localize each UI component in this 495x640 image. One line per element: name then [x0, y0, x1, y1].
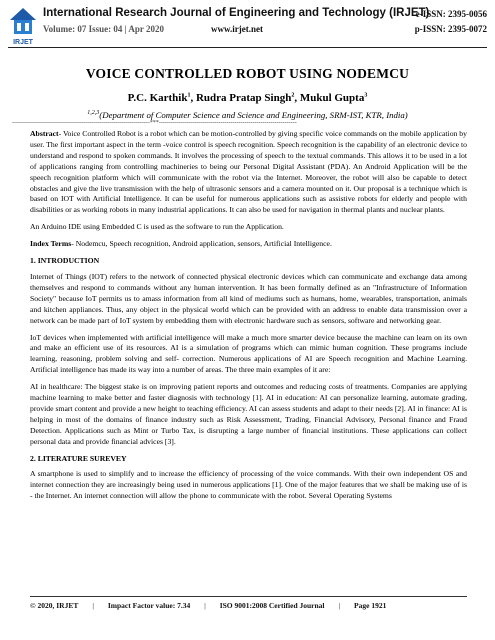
- header-divider: [8, 47, 487, 48]
- irjet-logo: [8, 6, 38, 48]
- literature-paragraph-1: A smartphone is used to simplify and to increase the efficiency of processing of the voice commands. With their own independent OS and internet connection they are increasingly being used in numerous applications [1]. One of the major features that we shall be making use of is - the Internet. An internet connection will allow the phone to communicate with the robot. Several Operating Systems: [30, 469, 467, 501]
- author-name: Mukul Gupta: [299, 92, 365, 104]
- author-sup: 2: [291, 92, 295, 99]
- intro-paragraph-2: IoT devices when implemented with artificial intelligence will make a much more smarter device because the machine can learn on its own and make an efficient use of its resources. AI is a simulation of programs which can mimic human cognition. These programs include learning, reasoning, problem solving and self- correction. Numerous applications of AI are Speech recognition and Machine Learning. Artificial intelligence has made its way into a number of areas. The three main examples of it are:: [30, 332, 467, 375]
- abstract-label: Abstract: [30, 129, 59, 138]
- index-terms-label: Index Terms: [30, 239, 72, 249]
- abstract: [30, 129, 467, 216]
- journal-name: International Research Journal of Engineering and Technology (IRJET): [43, 7, 430, 19]
- e-issn: e-ISSN: 2395-0056: [415, 9, 487, 19]
- affiliation: [0, 110, 495, 120]
- page-footer: [30, 601, 467, 610]
- author-sup: 1: [187, 92, 191, 99]
- section-heading-introduction: 1. INTRODUCTION: [30, 256, 100, 266]
- footer-page-number: Page 1921: [354, 601, 387, 610]
- affiliation-sup: 1,2,3: [87, 110, 100, 117]
- author-list: P.C. Karthik$^1$, Rudra Pratap Singh$^2$, Mukul Gupta$^3$: [127, 92, 368, 104]
- footer-impact-factor: Impact Factor value: 7.34: [107, 601, 191, 610]
- journal-header: [8, 6, 487, 58]
- volume-issue: Volume: 07 Issue: 04 | Apr 2020: [43, 24, 164, 34]
- section-separator: ---------------------------------------------------------------------***---------------------------------------------------------------------: [12, 120, 297, 126]
- abstract-extra: An Arduino IDE using Embedded C is used as the software to run the Application.: [30, 222, 284, 232]
- svg-text:IRJET: IRJET: [13, 39, 33, 46]
- author-name: Rudra Pratap Singh: [195, 92, 292, 104]
- section-heading-literature: 2. LITERATURE SUREVEY: [30, 453, 127, 463]
- index-terms: [30, 239, 467, 250]
- footer-copyright: © 2020, IRJET: [30, 601, 79, 610]
- footer-iso: ISO 9001:2008 Certified Journal: [219, 601, 325, 610]
- paper-body: [30, 129, 467, 508]
- index-terms-text: - Nodemcu, Speech recognition, Android application, sensors, Artificial Intelligence.: [71, 239, 332, 249]
- author-sup: 3: [364, 92, 368, 99]
- paper-title: VOICE CONTROLLED ROBOT USING NODEMCU: [85, 66, 410, 81]
- footer-separator: |: [204, 601, 206, 610]
- intro-paragraph-3: AI in healthcare: The biggest stake is on improving patient reports and outcomes and reducing costs of treatments. Companies are applying machine learning to make better and faster diagnosis with technology [1]. AI in education: AI can personalize learning, automate grading, provide smart content and provide a new height to teaching efficiency. AI can assess students and adapt to their needs [2]. AI in finance: AI is helping in most of the domains of finance industry such as Risk Assessment, Trading, Financial Advisory, Personal finance and Fraud Detection. Applications such as Mint or Turbo Tax, is disrupting a large number of financial institutions. These applications can collect personal data and provide financial advices [3].: [30, 382, 467, 446]
- intro-paragraph-1: Internet of Things (IOT) refers to the network of connected physical electronic devices which can communicate and exchange data among themselves and respond to commands without any human intervention. It has been formally defined as an "Infrastructure of Information Society" because IoT permits us to amass information from all kind of mediums such as humans, home, wearables, transportation, animals and kitchen appliances. Thus, any object in the physical world which can be provided with an address to enable data transmission over a network can be made part of IoT system by embedding them with electronic hardware such as sensors, software and networking gear.: [30, 271, 467, 325]
- affiliation-text: (Department of Computer Science and Science and Engineering, SRM-IST, KTR, India): [99, 110, 408, 120]
- footer-divider: [30, 596, 467, 597]
- p-issn: p-ISSN: 2395-0072: [414, 24, 487, 34]
- journal-website[interactable]: www.irjet.net: [211, 24, 263, 34]
- footer-separator: |: [92, 601, 94, 610]
- author-name: P.C. Karthik: [127, 92, 188, 104]
- footer-separator: |: [338, 601, 341, 610]
- abstract-text: - Voice Controlled Robot is a robot which can be motion-controlled by giving specific voice commands on the mobile application by user. The first important aspect in the term -voice control is speech recognition. Speech recognition is the capability of an electronic device to understand and respond to spoken commands. It involves the processing of speech to the textual commands. This allows it to be used in a lot of applications ranging from controlling machineries to being our Personal Digital Assistant (PDA). An Android Application will be the speech recognition platform which will communicate with the robot via the Internet. Moreover, the robot will also be capable to detect obstacles and give the live transmission with the help of ultrasonic sensors and a camera mounted on it. Our proposal is a technique which is based on IOT with Artificial Intelligence. It can be useful for numerous applications such as assistive robots for elderly and people with disabilities or as working robots in many industrial applications. It can also be used for navigation in thermal plants and nuclear plants.: [30, 129, 467, 215]
